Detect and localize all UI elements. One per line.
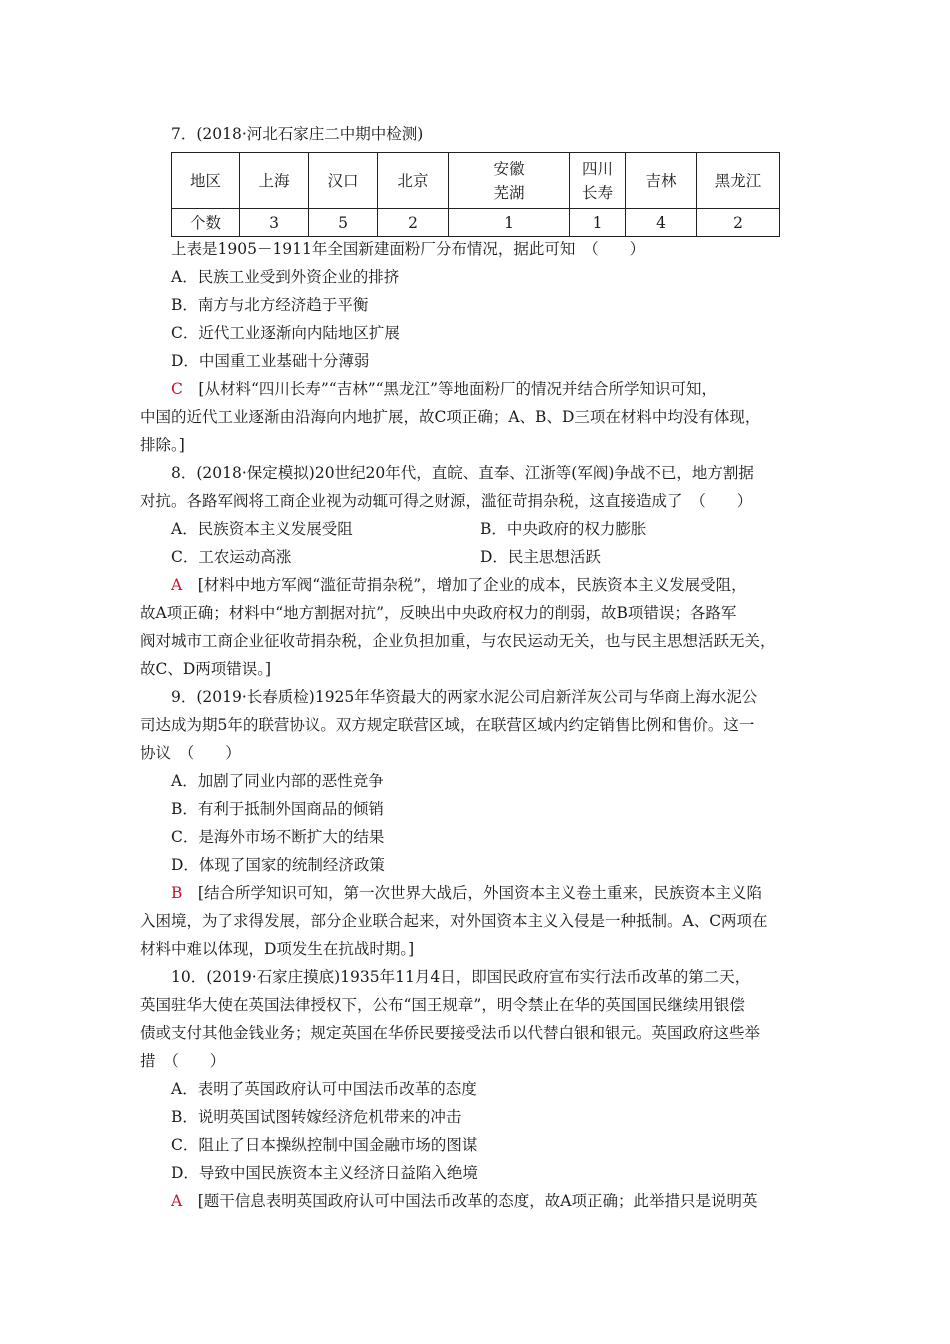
q9-explanation-line: 入困境，为了求得发展，部分企业联合起来，对外国资本主义入侵是一种抵制。A、C两项在 (140, 912, 768, 930)
table-cell: 5 (309, 209, 378, 237)
header-line: 四川 (581, 159, 613, 178)
table-row-label: 个数 (172, 209, 240, 237)
q10-stem-line: 债或支付其他金钱业务；规定英国在华侨民要接受法币以代替白银和银元。英国政府这些举 (140, 1024, 761, 1042)
table-header-cell (570, 153, 626, 209)
table-header-cell: 北京 (378, 153, 449, 209)
table-header-cell: 吉林 (626, 153, 697, 209)
header-line: 安徽 (493, 159, 525, 178)
q9-option-d: D．体现了国家的统制经济政策 (171, 856, 385, 874)
q10-option-b: B．说明英国试图转嫁经济危机带来的冲击 (171, 1108, 462, 1126)
q8-explanation-line: 故C、D两项错误。] (140, 660, 272, 678)
q9-option-b: B．有利于抵制外国商品的倾销 (171, 800, 384, 818)
q7-explanation-line: 中国的近代工业逐渐由沿海向内地扩展，故C项正确；A、B、D三项在材料中均没有体现， (140, 408, 761, 426)
q10-answer: A (171, 1192, 183, 1210)
q7-answer: C (171, 380, 183, 398)
q8-option-c: C．工农运动高涨 (171, 548, 292, 566)
q9-stem-line: 司达成为期5年的联营协议。双方规定联营区域，在联营区域内约定销售比例和售价。这一 (140, 716, 755, 734)
table-cell: 1 (449, 209, 570, 237)
table-cell: 2 (697, 209, 780, 237)
q10-stem: 10．(2019·石家庄摸底)1935年11月4日，即国民政府宣布实行法币改革的第二天， (171, 968, 751, 986)
q10-explanation: A [题干信息表明英国政府认可中国法币改革的态度，故A项正确；此举措只是说明英 (171, 1192, 758, 1210)
table-header-cell (449, 153, 570, 209)
q7-option-c: C．近代工业逐渐向内陆地区扩展 (171, 324, 400, 342)
q10-stem-line: 措 （ ） (140, 1052, 226, 1070)
q9-option-a: A．加剧了同业内部的恶性竞争 (171, 772, 384, 790)
q8-explanation: A [材料中地方军阀“滥征苛捐杂税”，增加了企业的成本，民族资本主义发展受阻， (171, 576, 747, 594)
q9-explanation-line: 材料中难以体现，D项发生在抗战时期。] (140, 940, 415, 958)
q8-stem-line: 对抗。各路军阀将工商企业视为动辄可得之财源，滥征苛捐杂税，这直接造成了 （ ） (140, 492, 753, 510)
q8-option-d: D．民主思想活跃 (480, 548, 601, 566)
header-line: 芜湖 (493, 183, 525, 202)
table-header-cell: 上海 (240, 153, 309, 209)
q8-answer: A (171, 576, 183, 594)
q7-option-a: A．民族工业受到外资企业的排挤 (171, 268, 400, 286)
q7-header: 7．(2018·河北石家庄二中期中检测) (171, 125, 424, 143)
q10-option-c: C．阻止了日本操纵控制中国金融市场的图谋 (171, 1136, 478, 1154)
table-header-region: 地区 (172, 153, 240, 209)
q8-stem: 8．(2018·保定模拟)20世纪20年代，直皖、直奉、江浙等(军阀)争战不已，地方割据 (171, 464, 754, 482)
table-header-cell: 汉口 (309, 153, 378, 209)
table-cell: 2 (378, 209, 449, 237)
q10-stem-line: 英国驻华大使在英国法律授权下，公布“国王规章”，明令禁止在华的英国国民继续用银偿 (140, 996, 745, 1014)
q7-flour-mill-table (171, 152, 780, 237)
table-header-cell: 黑龙江 (697, 153, 780, 209)
q8-option-b: B．中央政府的权力膨胀 (480, 520, 647, 538)
table-cell: 4 (626, 209, 697, 237)
q10-option-d: D．导致中国民族资本主义经济日益陷入绝境 (171, 1164, 478, 1182)
q9-answer: B (171, 884, 183, 902)
q9-stem: 9．(2019·长春质检)1925年华资最大的两家水泥公司启新洋灰公司与华商上海水泥公 (171, 688, 758, 706)
q7-stem: 上表是1905－1911年全国新建面粉厂分布情况，据此可知 （ ） (171, 240, 646, 258)
q8-option-a: A．民族资本主义发展受阻 (171, 520, 353, 538)
q7-explanation: C [从材料“四川长寿”“吉林”“黑龙江”等地面粉厂的情况并结合所学知识可知， (171, 380, 717, 398)
q7-option-d: D．中国重工业基础十分薄弱 (171, 352, 370, 370)
q10-option-a: A．表明了英国政府认可中国法币改革的态度 (171, 1080, 477, 1098)
q7-option-b: B．南方与北方经济趋于平衡 (171, 296, 369, 314)
table-cell: 1 (570, 209, 626, 237)
q8-explanation-line: 阀对城市工商企业征收苛捐杂税，企业负担加重，与农民运动无关，也与民主思想活跃无关， (140, 632, 776, 650)
q7-explanation-line: 排除。] (140, 436, 185, 454)
q9-stem-line: 协议 （ ） (140, 744, 241, 762)
table-cell: 3 (240, 209, 309, 237)
header-line: 长寿 (581, 183, 613, 202)
q9-explanation: B [结合所学知识可知，第一次世界大战后，外国资本主义卷土重来，民族资本主义陷 (171, 884, 762, 902)
q8-explanation-line: 故A项正确；材料中“地方割据对抗”，反映出中央政府权力的削弱，故B项错误；各路军 (140, 604, 737, 622)
q9-option-c: C．是海外市场不断扩大的结果 (171, 828, 385, 846)
